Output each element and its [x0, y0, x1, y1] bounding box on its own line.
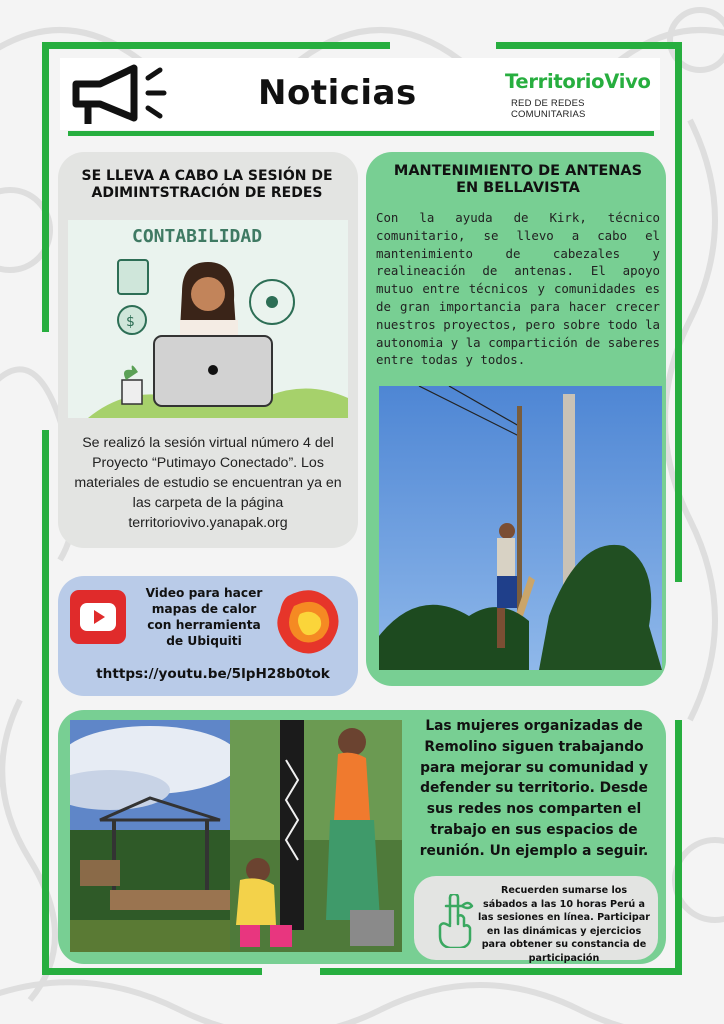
antenna-maintenance-photo	[379, 386, 662, 670]
sessions-body: Se realizó la sesión virtual número 4 del Proyecto “Putimayo Conectado”. Los materiales de estudio se encuentran ya en las carpeta de la página territoriovivo.yanapak.org	[74, 435, 342, 531]
women-article-body: Las mujeres organizadas de Remolino siguen trabajando para mejorar su comunidad y defender su territorio. Desde sus redes nos comparten el trabajo en sus espacios de reunión. Un ejemplo a seguir.	[419, 718, 649, 859]
illustration-caption: CONTABILIDAD	[132, 226, 263, 247]
frame-line-top-left	[42, 42, 390, 49]
video-description: Video para hacer mapas de calor con herramienta de Ubiquiti	[145, 586, 263, 648]
logo-subtitle: RED DE REDES COMUNITARIAS	[511, 98, 586, 120]
women-meeting-photo	[230, 720, 402, 952]
sessions-headline: SE LLEVA A CABO LA SESIÓN DE ADIMINTSTRACIÓN DE REDES	[81, 168, 333, 201]
frame-line-top-right	[496, 42, 682, 49]
frame-line-left	[42, 42, 49, 332]
frame-line-left-lower	[42, 430, 49, 975]
frame-line-bottom-right	[320, 968, 682, 975]
logo-brand: TerritorioVivo	[505, 70, 651, 93]
video-link[interactable]: thttps://youtu.be/5lpH28b0tok	[96, 666, 330, 682]
accounting-illustration	[68, 220, 348, 418]
frame-line-bottom	[42, 968, 262, 975]
frame-line-right-lower	[675, 720, 682, 975]
header-underline	[68, 131, 654, 136]
community-building-photo	[70, 720, 230, 952]
youtube-play-icon[interactable]	[70, 590, 126, 644]
finger-string-icon	[436, 894, 476, 948]
antennas-headline: MANTENIMIENTO DE ANTENAS EN BELLAVISTA	[393, 163, 643, 196]
territorio-vivo-logo	[505, 70, 655, 120]
antennas-body: Con la ayuda de Kirk, técnico comunitario, se llevo a cabo el mantenimiento de cabezales y realineación de antenas. El apoyo mutuo entre técnicos y comunidades es de gran importancia para hacer crecer nuestros proyectos, pero sobre todo la autonomia y la compartición de saberes entre todas y todos.	[376, 210, 660, 368]
reminder-text: Recuerden sumarse los sábados a las 10 horas Perú a las sesiones en línea. Participar en las dinámicas y ejercicios para obtener su constancia de participación	[478, 885, 650, 964]
heatmap-icon	[274, 586, 344, 658]
svg-text:$: $	[126, 314, 135, 330]
megaphone-icon	[68, 62, 168, 128]
page-title: Noticias	[258, 73, 417, 113]
frame-line-right	[675, 42, 682, 582]
